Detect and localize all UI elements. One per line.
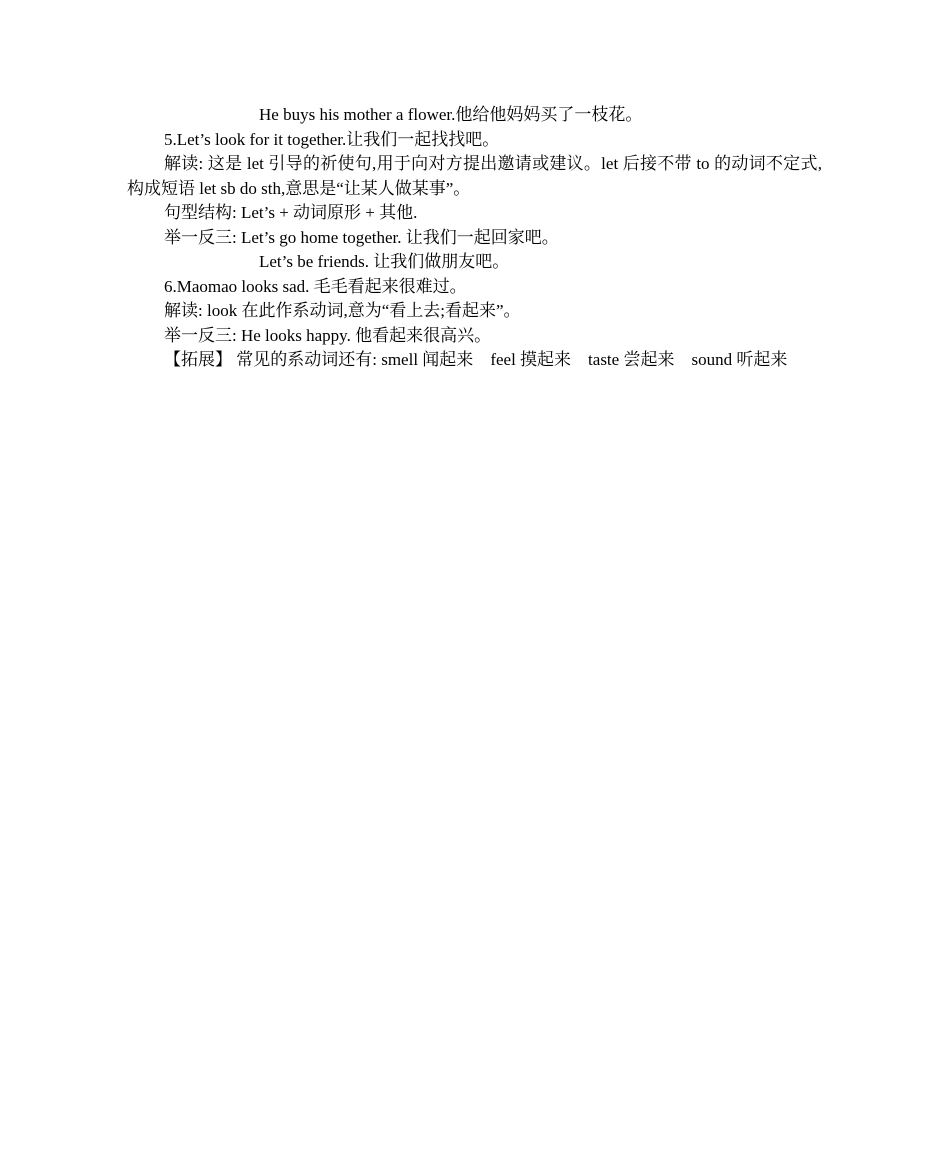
explanation-look: 解读: look 在此作系动词,意为“看上去;看起来”。 bbox=[164, 301, 521, 320]
explanation-let-paragraph: 解读: 这是 let 引导的祈使句,用于向对方提出邀请或建议。let 后接不带 to 的动词不定式,构成短语 let sb do sth,意思是“让某人做某事”。 bbox=[127, 154, 822, 198]
expansion-label: 【拓展】 bbox=[164, 350, 232, 369]
sentence-pattern: 句型结构: Let’s + 动词原形 + 其他. bbox=[164, 203, 418, 222]
expansion-item-sound: sound 听起来 bbox=[691, 350, 788, 369]
example-looks-happy: 举一反三: He looks happy. 他看起来很高兴。 bbox=[164, 325, 492, 345]
expansion-intro: 常见的系动词还有: smell 闻起来 bbox=[236, 350, 474, 369]
example-sentence-flower: He buys his mother a flower.他给他妈妈买了一枝花。 bbox=[259, 105, 643, 124]
expansion-item-taste: taste 尝起来 bbox=[588, 350, 675, 369]
expansion-item-feel: feel 摸起来 bbox=[490, 350, 572, 369]
sentence-6-heading: 6.Maomao looks sad. 毛毛看起来很难过。 bbox=[164, 276, 467, 296]
expansion-paragraph bbox=[127, 348, 822, 373]
example-go-home: 举一反三: Let’s go home together. 让我们一起回家吧。 bbox=[164, 227, 559, 247]
sentence-5-heading: 5.Let’s look for it together.让我们一起找找吧。 bbox=[164, 129, 500, 149]
example-be-friends: Let’s be friends. 让我们做朋友吧。 bbox=[259, 252, 510, 271]
document-body bbox=[127, 103, 822, 373]
